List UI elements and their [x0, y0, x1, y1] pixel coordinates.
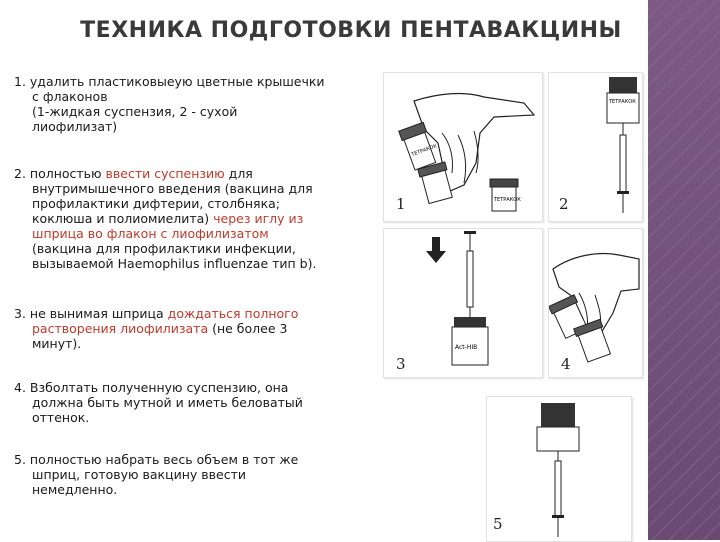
step-line: с флаконов — [32, 89, 108, 104]
step-line — [14, 306, 374, 321]
highlighted-text: растворения лиофилизата — [32, 321, 209, 336]
decorative-sidebar — [648, 0, 720, 540]
step-line: внутримышечного введения (вакцина для — [32, 181, 313, 196]
step-line: 4. Взболтать полученную суспензию, она — [14, 380, 289, 395]
step-1 — [14, 74, 374, 134]
step-line: оттенок. — [32, 410, 90, 425]
drawing-up-vaccine-illustration — [487, 397, 631, 541]
vial-label: Act-HIB — [455, 344, 478, 351]
step-text: коклюша и полиомиелита) — [32, 211, 214, 226]
vial-label: ТЕТРАКОК — [609, 99, 636, 105]
figure-panel-5 — [486, 396, 632, 542]
step-5 — [14, 452, 374, 497]
step-2 — [14, 166, 374, 271]
step-text: 3. не вынимая шприца — [14, 306, 168, 321]
step-line: 1. удалить пластиковыеую цветные крышечки — [14, 74, 325, 89]
step-line: лиофилизат) — [32, 119, 118, 134]
page-title: ТЕХНИКА ПОДГОТОВКИ ПЕНТАВАКЦИНЫ — [80, 18, 622, 43]
hand-removing-caps-illustration — [384, 73, 542, 221]
step-text: 2. полностью — [14, 166, 106, 181]
vial-label-a: ТЕТРАКОК — [410, 143, 438, 159]
step-line — [14, 211, 374, 226]
step-3 — [14, 306, 374, 351]
step-line: (вакцина для профилактики инфекции, — [32, 241, 296, 256]
reconstitution-illustration — [384, 229, 542, 377]
figure-number-1: 1 — [396, 195, 406, 213]
highlighted-text: дождаться полного — [167, 306, 299, 321]
figure-panel-2 — [548, 72, 643, 222]
figure-number-5: 5 — [493, 515, 503, 533]
figure-number-4: 4 — [561, 355, 571, 373]
vial-label-b: ТЕТРАКОК — [494, 197, 521, 203]
step-line: немедленно. — [32, 482, 118, 497]
step-4 — [14, 380, 374, 425]
step-line: 5. полностью набрать весь объем в тот же — [14, 452, 299, 467]
down-arrow-icon — [426, 237, 446, 263]
step-line: шприц, готовую вакцину ввести — [32, 467, 246, 482]
sidebar-pattern — [648, 0, 720, 540]
figure-panel-3 — [383, 228, 543, 378]
figure-number-3: 3 — [396, 355, 406, 373]
step-text: (не более 3 — [208, 321, 288, 336]
step-line — [14, 226, 374, 241]
step-text: для — [224, 166, 253, 181]
step-line: должна быть мутной и иметь беловатый — [32, 395, 303, 410]
step-line: (1-жидкая суспензия, 2 - сухой — [32, 104, 238, 119]
figure-panel-4 — [548, 228, 643, 378]
figure-number-2: 2 — [559, 195, 569, 213]
step-line — [14, 321, 374, 336]
figure-panel-1 — [383, 72, 543, 222]
highlighted-text: ввести суспензию — [105, 166, 225, 181]
highlighted-text: шприца во флакон с лиофилизатом — [32, 226, 269, 241]
step-line: вызываемой Haemophilus influenzae тип b). — [32, 256, 317, 271]
step-line — [14, 166, 374, 181]
step-line: профилактики дифтерии, столбняка; — [32, 196, 280, 211]
highlighted-text: через иглу из — [213, 211, 304, 226]
step-line: минут). — [32, 336, 82, 351]
